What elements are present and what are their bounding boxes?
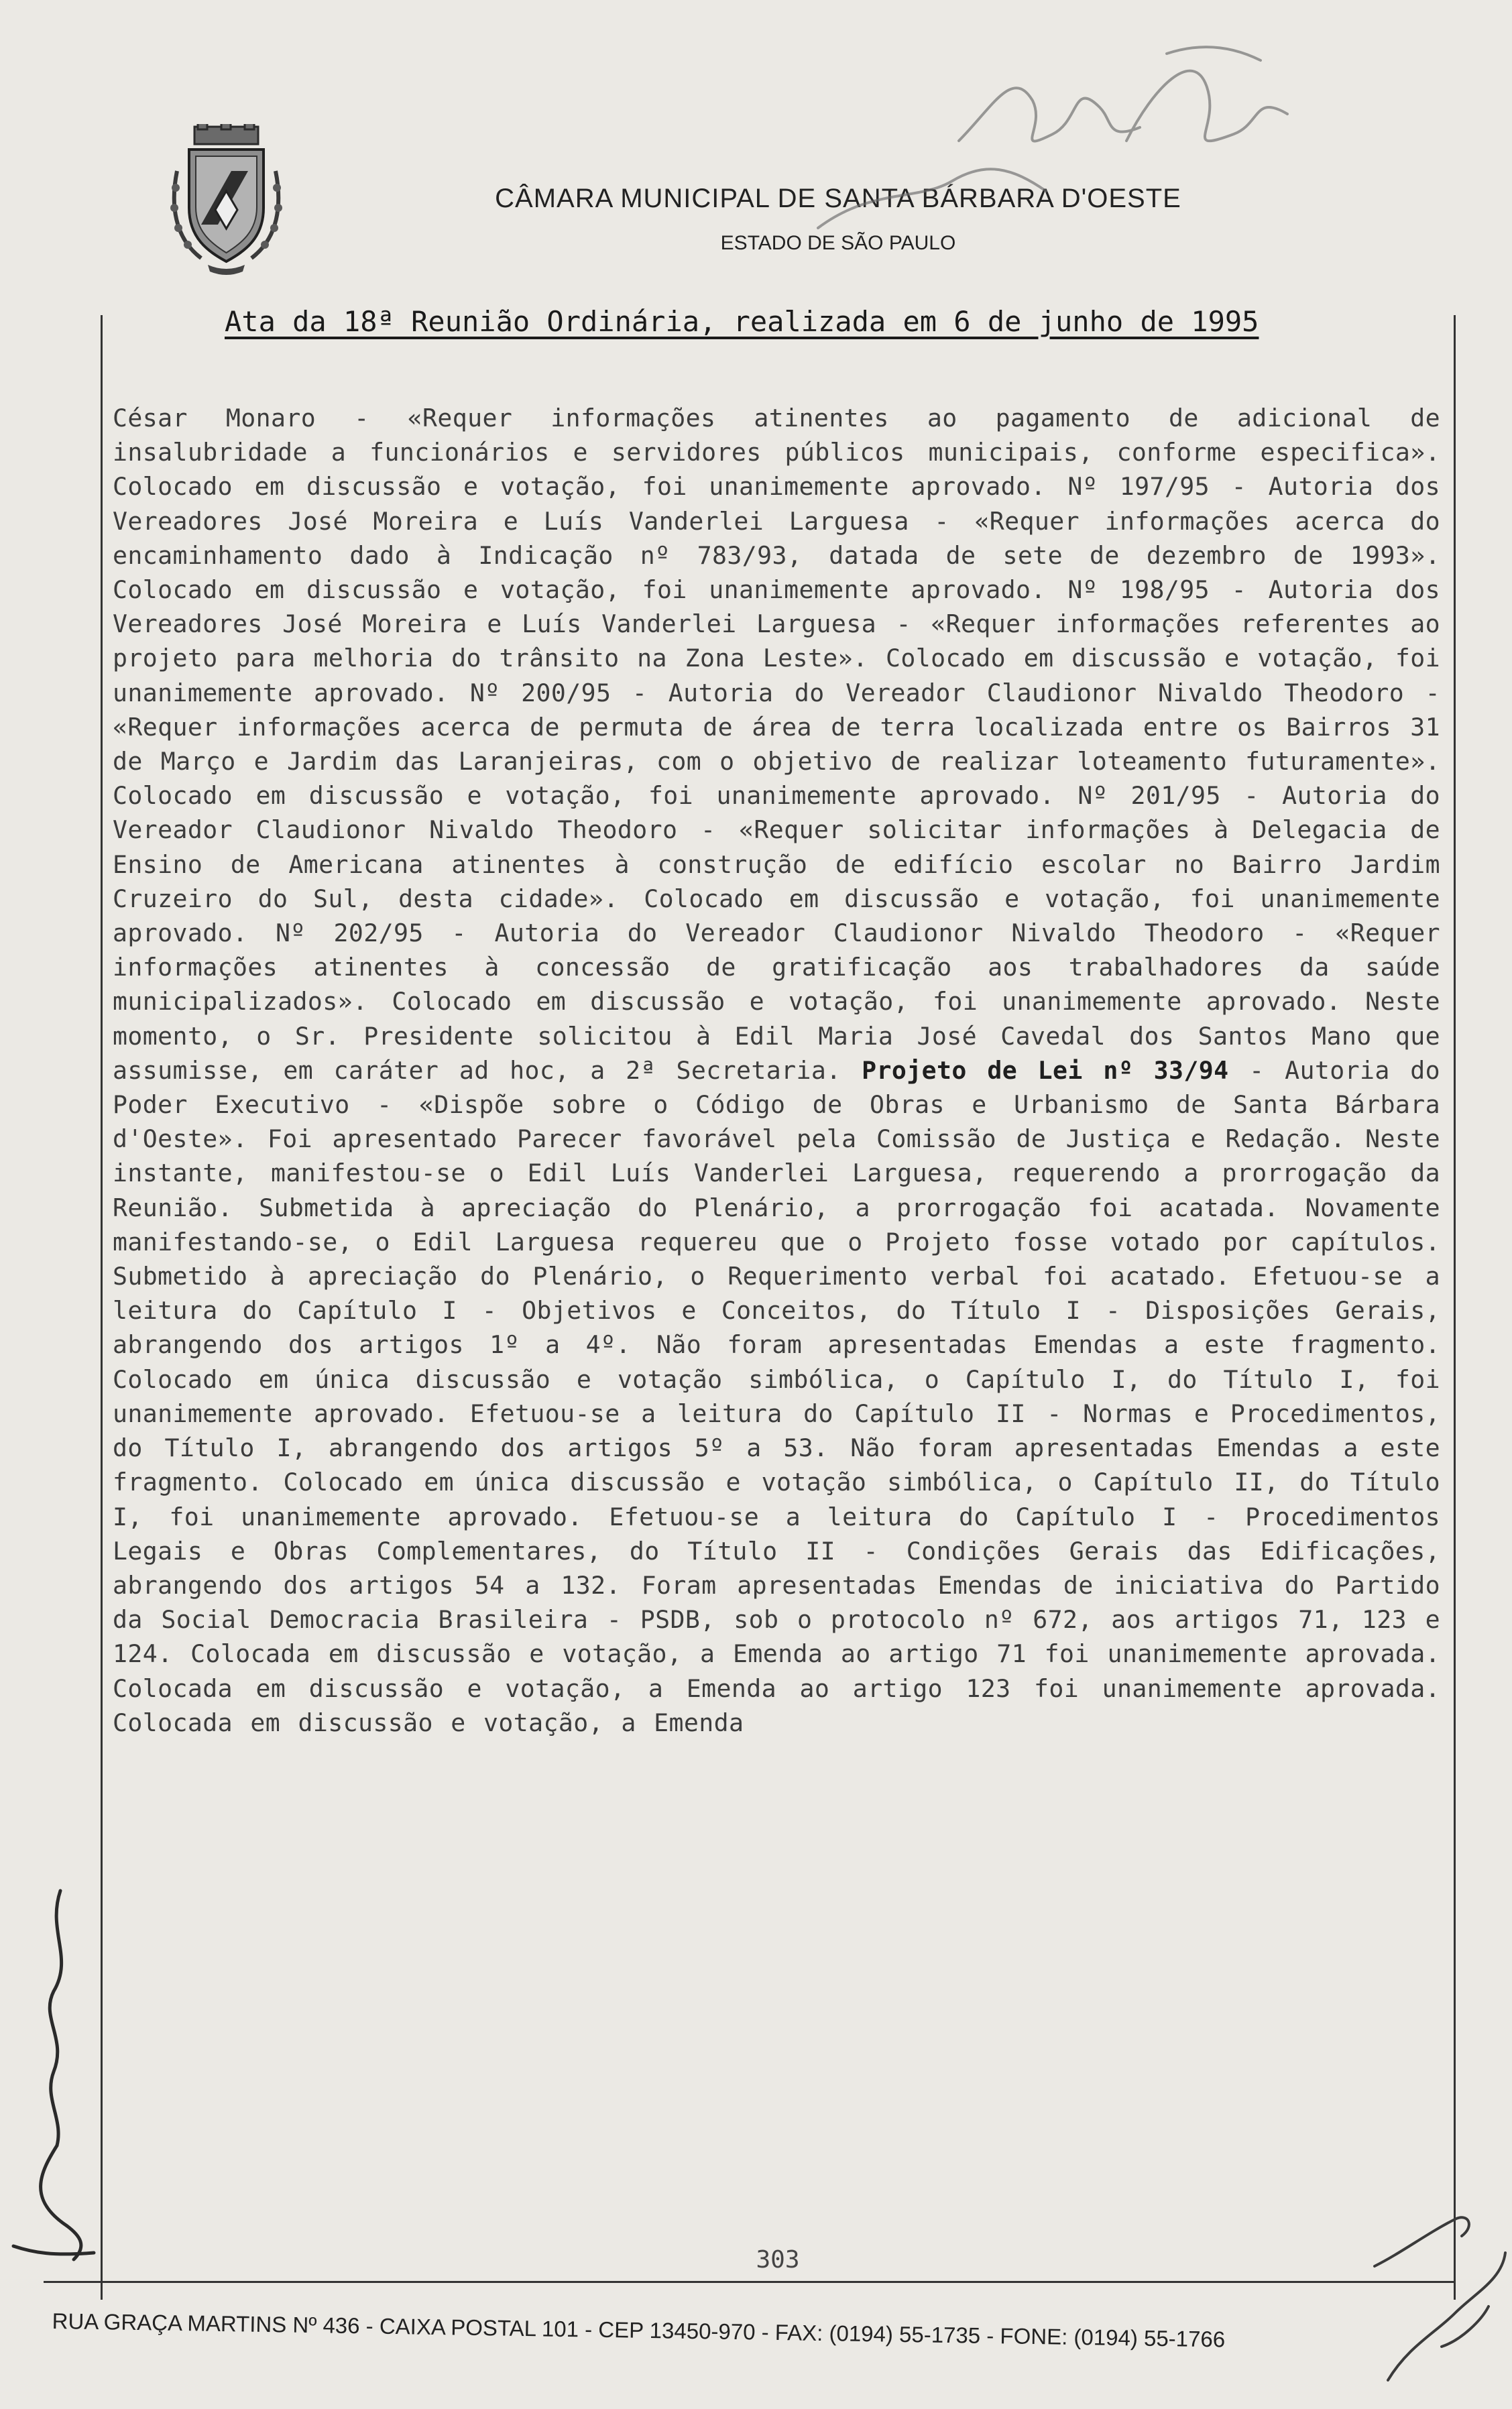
- institution-name: CÂMARA MUNICIPAL DE SANTA BÁRBARA D'OESTE: [495, 184, 1181, 213]
- coat-of-arms-emblem: [168, 124, 285, 275]
- minutes-title: Ata da 18ª Reunião Ordinária, realizada em 6 de junho de 1995: [225, 305, 1259, 338]
- state-name: ESTADO DE SÃO PAULO: [720, 232, 956, 254]
- bill-heading: Projeto de Lei nº 33/94: [862, 1055, 1229, 1085]
- left-margin-rule: [101, 315, 103, 2300]
- signature-mark-bottom-right: [1361, 2179, 1512, 2409]
- right-margin-rule: [1454, 315, 1456, 2300]
- body-paragraph-continued: - Autoria do Poder Executivo - «Dispõe sobre o Código de Obras e Urbanismo de Santa Bárbara d'Oeste». Foi apresentado Parecer favorável pela Comissão de Justiça e Redação. Neste instante, manifestou-se o Edil Luís Vanderlei Larguesa, requerendo a prorrogação da Reunião. Submetida à apreciação do Plenário, a prorrogação foi acatada. Novamente manifestando-se, o Edil Larguesa requereu que o Projeto fosse votado por capítulos. Submetido à apreciação do Plenário, o Requerimento verbal foi acatado. Efetuou-se a leitura do Capítulo I - Objetivos e Conceitos, do Título I - Disposições Gerais, abrangendo dos artigos 1º a 4º. Não foram apresentadas Emendas a este fragmento. Colocado em única discussão e votação simbólica, o Capítulo I, do Título I, foi unanimemente aprovado. Efetuou-se a leitura do Capítulo II - Normas e Procedimentos, do Título I, abrangendo dos artigos 5º a 53. Não foram apresentadas Emendas a este fragmento. Colocado em única discussão e votação simbólica, o Capítulo II, do Título I, foi unanimemente aprovado. Efetuou-se a leitura do Capítulo I - Procedimentos Legais e Obras Complementares, do Título II - Condições Gerais das Edificações, abrangendo dos artigos 54 a 132. Foram apresentadas Emendas de iniciativa do Partido da Social Democracia Brasileira - PSDB, sob o protocolo nº 672, aos artigos 71, 123 e 124. Colocada em discussão e votação, a Emenda ao artigo 71 foi unanimemente aprovada. Colocada em discussão e votação, a Emenda ao artigo 123 foi unanimemente aprovada. Colocada em discussão e votação, a Emenda: [113, 1055, 1441, 1737]
- page-number: 303: [756, 2246, 800, 2274]
- signature-mark-top: [791, 27, 1341, 248]
- minutes-body: [113, 401, 1440, 1740]
- body-paragraph: César Monaro - «Requer informações atinentes ao pagamento de adicional de insalubridade a funcionários e servidores públicos municipais, conforme especifica». Colocado em discussão e votação, foi unanimemente aprovado. Nº 197/95 - Autoria dos Vereadores José Moreira e Luís Vanderlei Larguesa - «Requer informações acerca do encaminhamento dado à Indicação nº 783/93, datada de sete de dezembro de 1993». Colocado em discussão e votação, foi unanimemente aprovado. Nº 198/95 - Autoria dos Vereadores José Moreira e Luís Vanderlei Larguesa - «Requer informações referentes ao projeto para melhoria do trânsito na Zona Leste». Colocado em discussão e votação, foi unanimemente aprovado. Nº 200/95 - Autoria do Vereador Claudionor Nivaldo Theodoro - «Requer informações acerca de permuta de área de terra localizada entre os Bairros 31 de Março e Jardim das Laranjeiras, com o objetivo de realizar loteamento futuramente». Colocado em discussão e votação, foi unanimemente aprovado. Nº 201/95 - Autoria do Vereador Claudionor Nivaldo Theodoro - «Requer solicitar informações à Delegacia de Ensino de Americana atinentes à construção de edifício escolar no Bairro Jardim Cruzeiro do Sul, desta cidade». Colocado em discussão e votação, foi unanimemente aprovado. Nº 202/95 - Autoria do Vereador Claudionor Nivaldo Theodoro - «Requer informações atinentes à concessão de gratificação aos trabalhadores da saúde municipalizados». Colocado em discussão e votação, foi unanimemente aprovado. Neste momento, o Sr. Presidente solicitou à Edil Maria José Cavedal dos Santos Mano que assumisse, em caráter ad hoc, a 2ª Secretaria.: [113, 404, 1440, 1085]
- footer-address: RUA GRAÇA MARTINS Nº 436 - CAIXA POSTAL 101 - CEP 13450-970 - FAX: (0194) 55-1735 - FONE: (0194) 55-1766: [52, 2308, 1226, 2352]
- footer-rule: [44, 2281, 1455, 2283]
- signature-mark-left-margin: [0, 1850, 101, 2266]
